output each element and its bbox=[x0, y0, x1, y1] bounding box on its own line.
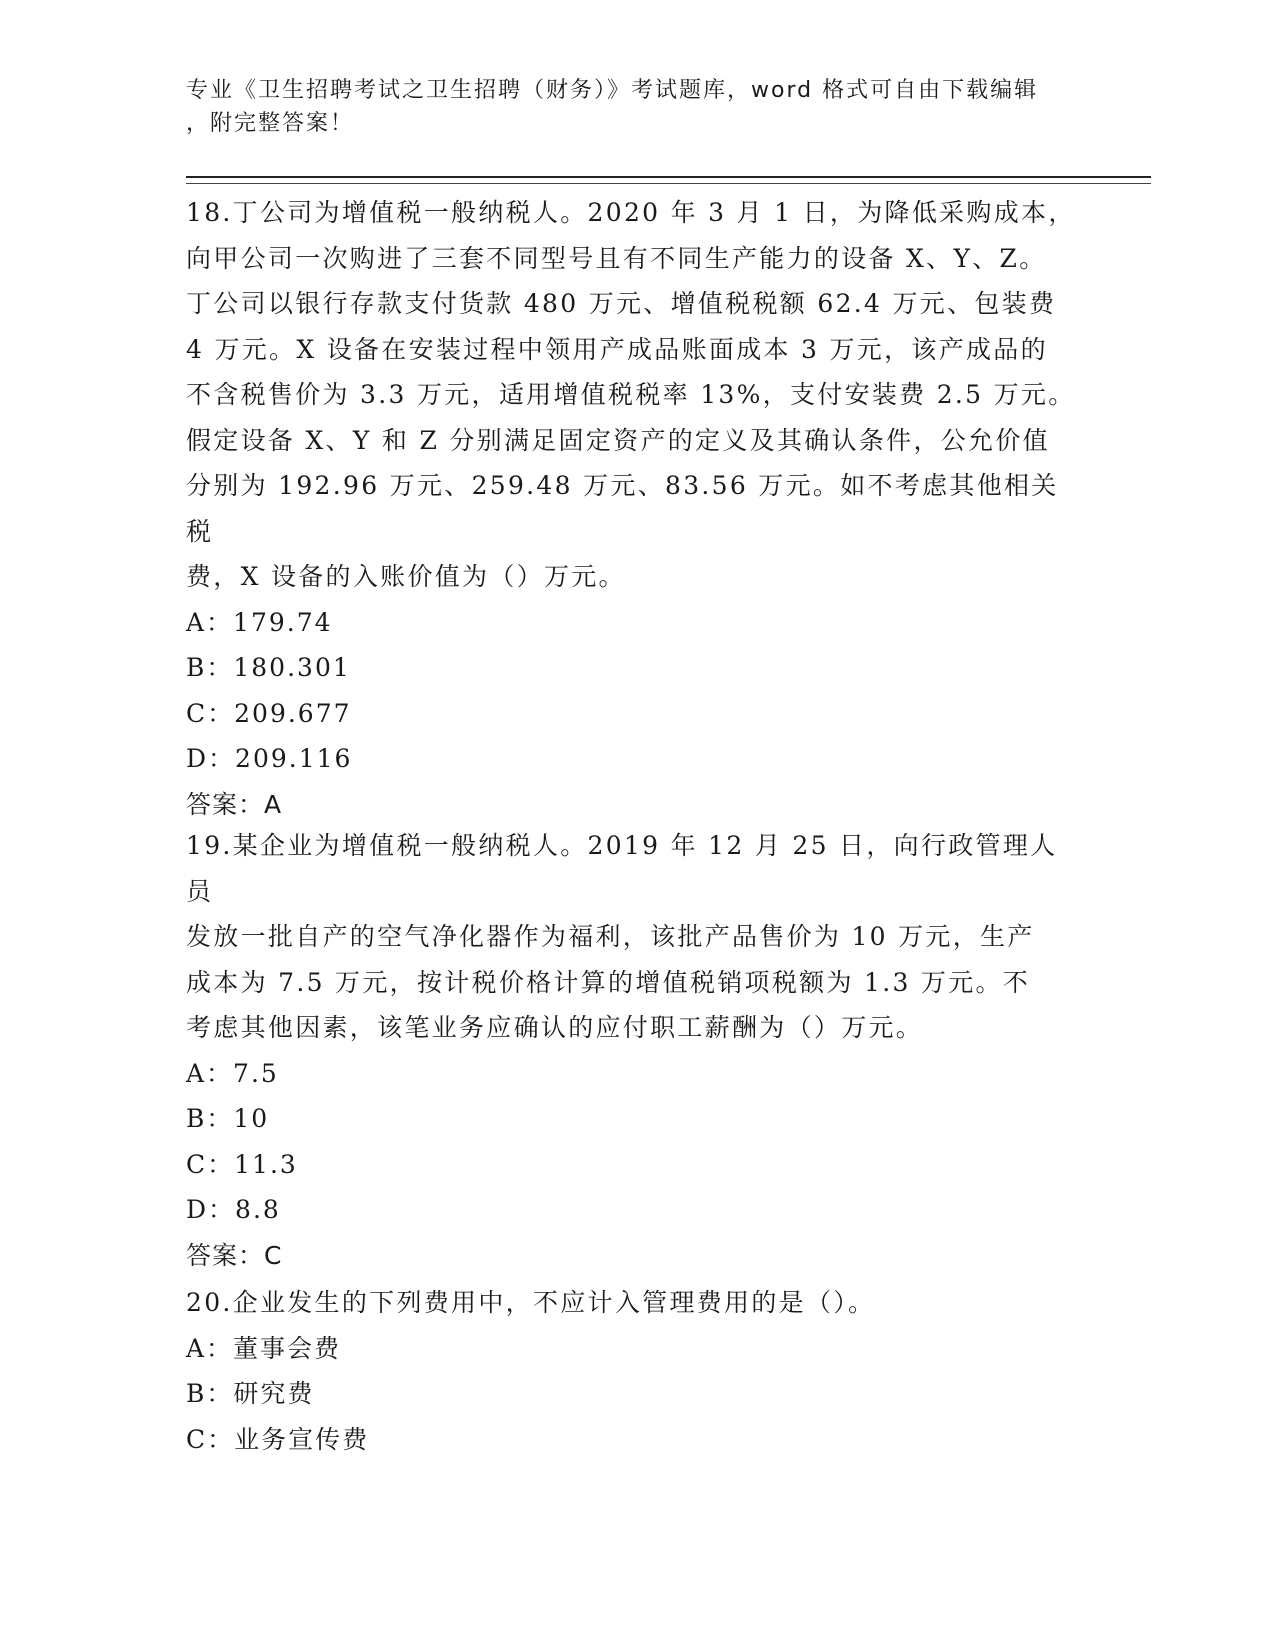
header-line-1: 专业《卫生招聘考试之卫生招聘（财务）》考试题库，word 格式可自由下载编辑 bbox=[186, 78, 1039, 103]
question-line: 成本为 7.5 万元，按计税价格计算的增值税销项税额为 1.3 万元。不 bbox=[186, 967, 1031, 997]
question-line: 费，X 设备的入账价值为（）万元。 bbox=[186, 562, 626, 591]
option-b: B：180.301 bbox=[186, 653, 351, 682]
option-c: C：业务宣传费 bbox=[186, 1424, 370, 1454]
answer: 答案：A bbox=[186, 789, 283, 819]
question-line: 向甲公司一次购进了三套不同型号且有不同生产能力的设备 X、Y、Z。 bbox=[186, 243, 1047, 273]
option-d: D：209.116 bbox=[186, 744, 353, 773]
question-line: 假定设备 X、Y 和 Z 分别满足固定资产的定义及其确认条件，公允价值 bbox=[186, 425, 1050, 455]
option-c: C：209.677 bbox=[186, 698, 352, 728]
option-a: A：7.5 bbox=[186, 1058, 279, 1088]
question-line: 考虑其他因素，该笔业务应确认的应付职工薪酬为（）万元。 bbox=[186, 1013, 924, 1042]
question-line: 丁公司以银行存款支付货款 480 万元、增值税税额 62.4 万元、包装费 bbox=[186, 289, 1057, 318]
option-b: B：研究费 bbox=[186, 1379, 315, 1408]
header-rule-thin bbox=[186, 183, 1151, 184]
question-line: 4 万元。X 设备在安装过程中领用产成品账面成本 3 万元，该产成品的 bbox=[186, 334, 1048, 364]
option-d: D：8.8 bbox=[186, 1195, 281, 1224]
question-20 bbox=[186, 1280, 1081, 1462]
question-line: 发放一批自产的空气净化器作为福利，该批产品售价为 10 万元，生产 bbox=[186, 922, 1035, 951]
question-19 bbox=[186, 823, 1081, 1278]
document-header bbox=[186, 74, 1066, 140]
header-rule-thick bbox=[186, 176, 1151, 178]
option-c: C：11.3 bbox=[186, 1149, 298, 1179]
question-line: 不含税售价为 3.3 万元，适用增值税税率 13%，支付安装费 2.5 万元。 bbox=[186, 380, 1076, 409]
answer: 答案：C bbox=[186, 1240, 283, 1270]
option-a: A：董事会费 bbox=[186, 1333, 342, 1363]
question-line: 分别为 192.96 万元、259.48 万元、83.56 万元。如不考虑其他相关税 bbox=[186, 471, 1059, 546]
question-18 bbox=[186, 190, 1081, 827]
option-a: A：179.74 bbox=[186, 607, 333, 637]
option-b: B：10 bbox=[186, 1104, 270, 1133]
header-line-2: ，附完整答案！ bbox=[186, 111, 355, 136]
question-line: 18.丁公司为增值税一般纳税人。2020 年 3 月 1 日，为降低采购成本， bbox=[186, 198, 1076, 227]
question-line: 20.企业发生的下列费用中，不应计入管理费用的是（）。 bbox=[186, 1288, 876, 1317]
question-line: 19.某企业为增值税一般纳税人。2019 年 12 月 25 日，向行政管理人员 bbox=[186, 831, 1058, 906]
